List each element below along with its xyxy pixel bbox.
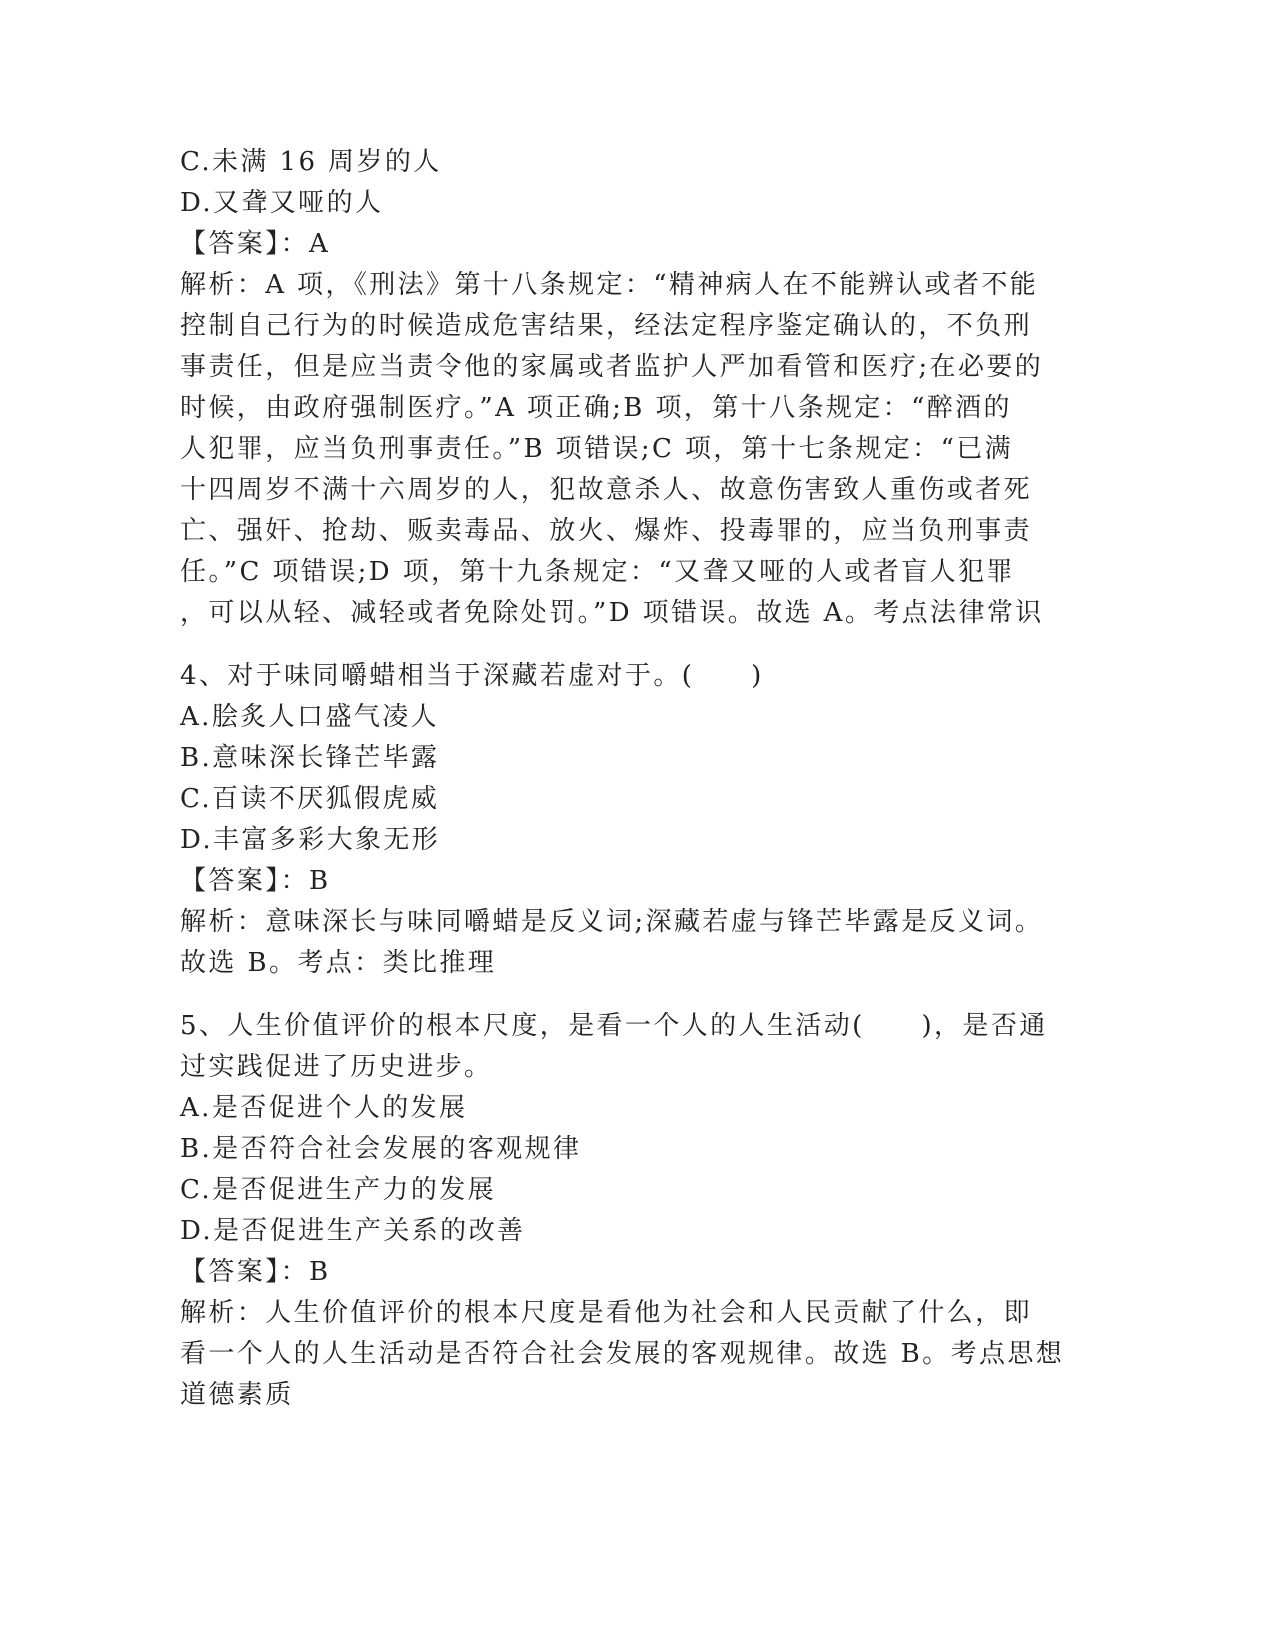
q5-question-cont: 过实践促进了历史进步。 bbox=[180, 1052, 493, 1082]
q5-analysis-line: 看一个人的人生活动是否符合社会发展的客观规律。故选 B。考点思想 bbox=[180, 1339, 1065, 1369]
q4-option-d: D.丰富多彩大象无形 bbox=[180, 825, 441, 855]
q3-analysis-line: 任。”C 项错误;D 项，第十九条规定：“又聋又哑的人或者盲人犯罪 bbox=[180, 557, 1015, 587]
q4-option-c: C.百读不厌狐假虎威 bbox=[180, 784, 440, 814]
q3-option-c: C.未满 16 周岁的人 bbox=[180, 147, 442, 177]
q4-question: 4、对于味同嚼蜡相当于深藏若虚对于。( ) bbox=[180, 661, 764, 691]
q5-analysis-line: 解析：人生价值评价的根本尺度是看他为社会和人民贡献了什么，即 bbox=[180, 1298, 1033, 1328]
q5-option-d: D.是否促进生产关系的改善 bbox=[180, 1216, 526, 1246]
q5-option-a: A.是否促进个人的发展 bbox=[180, 1093, 468, 1123]
q3-analysis-line: 亡、强奸、抢劫、贩卖毒品、放火、爆炸、投毒罪的，应当负刑事责 bbox=[180, 516, 1033, 546]
q4-analysis-line: 解析：意味深长与味同嚼蜡是反义词;深藏若虚与锋芒毕露是反义词。 bbox=[180, 907, 1044, 937]
q3-analysis-line: 解析：A 项，《刑法》第十八条规定：“精神病人在不能辨认或者不能 bbox=[180, 270, 1039, 300]
q5-analysis-line: 道德素质 bbox=[180, 1380, 294, 1410]
q5-question: 5、人生价值评价的根本尺度，是看一个人的人生活动( )，是否通 bbox=[180, 1011, 1048, 1041]
q4-option-a: A.脍炙人口盛气凌人 bbox=[180, 702, 440, 732]
q5-answer: 【答案】：B bbox=[180, 1257, 331, 1287]
q3-analysis-line: 控制自己行为的时候造成危害结果，经法定程序鉴定确认的，不负刑 bbox=[180, 311, 1033, 341]
q3-analysis-line: 十四周岁不满十六周岁的人，犯故意杀人、故意伤害致人重伤或者死 bbox=[180, 475, 1033, 505]
q3-analysis-line: 事责任，但是应当责令他的家属或者监护人严加看管和医疗;在必要的 bbox=[180, 352, 1044, 382]
q3-answer: 【答案】：A bbox=[180, 229, 331, 259]
q5-option-c: C.是否促进生产力的发展 bbox=[180, 1175, 497, 1205]
q4-option-b: B.意味深长锋芒毕露 bbox=[180, 743, 440, 773]
q3-analysis-line: 人犯罪，应当负刑事责任。”B 项错误;C 项，第十七条规定：“已满 bbox=[180, 434, 1014, 464]
q4-answer: 【答案】：B bbox=[180, 866, 331, 896]
q3-analysis-line: ，可以从轻、减轻或者免除处罚。”D 项错误。故选 A。考点法律常识 bbox=[180, 598, 1044, 628]
q3-analysis-line: 时候，由政府强制医疗。”A 项正确;B 项，第十八条规定：“醉酒的 bbox=[180, 393, 1012, 423]
q4-analysis-line: 故选 B。考点：类比推理 bbox=[180, 948, 497, 978]
q3-option-d: D.又聋又哑的人 bbox=[180, 188, 384, 218]
q5-option-b: B.是否符合社会发展的客观规律 bbox=[180, 1134, 582, 1164]
